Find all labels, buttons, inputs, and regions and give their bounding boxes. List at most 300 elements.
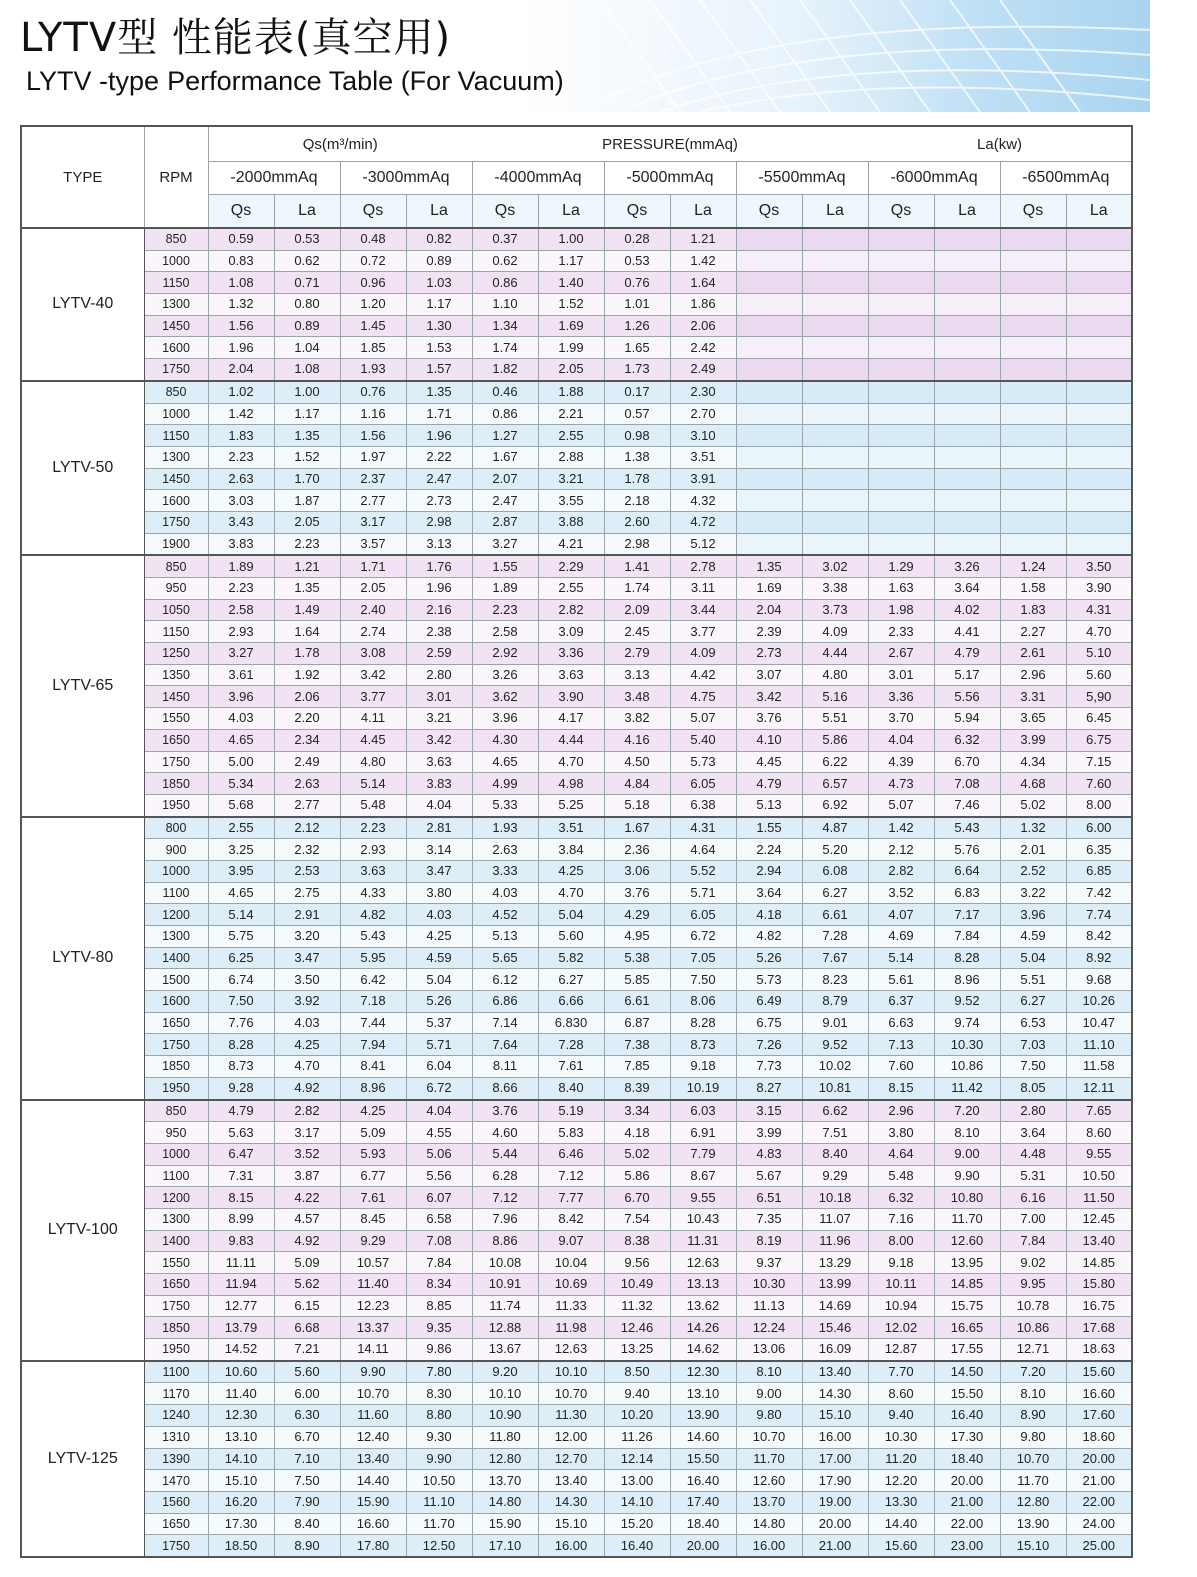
empty-cell [1000, 228, 1066, 250]
qs-cell: 4.45 [340, 729, 406, 751]
qs-cell: 4.69 [868, 926, 934, 948]
la-cell: 7.28 [538, 1034, 604, 1056]
qs-cell: 0.53 [604, 250, 670, 272]
header-pressure-1: -3000mmAq [340, 162, 472, 195]
qs-cell: 3.96 [208, 686, 274, 708]
performance-table-container [20, 125, 1131, 1558]
model-type-label: LYTV-40 [21, 228, 144, 381]
la-cell: 7.50 [670, 969, 736, 991]
qs-cell: 12.14 [604, 1448, 670, 1470]
qs-cell: 4.48 [1000, 1143, 1066, 1165]
la-cell: 4.31 [670, 817, 736, 839]
qs-cell: 14.52 [208, 1339, 274, 1361]
la-cell: 6.38 [670, 794, 736, 816]
la-cell: 5.83 [538, 1122, 604, 1144]
la-cell: 8.42 [538, 1208, 604, 1230]
empty-cell [736, 490, 802, 512]
la-cell: 5.56 [934, 686, 1000, 708]
qs-cell: 5.18 [604, 794, 670, 816]
qs-cell: 10.08 [472, 1252, 538, 1274]
qs-cell: 5.13 [736, 794, 802, 816]
la-cell: 11.42 [934, 1077, 1000, 1099]
la-cell: 4.64 [670, 839, 736, 861]
rpm-cell: 1300 [144, 1208, 208, 1230]
la-cell: 14.85 [1066, 1252, 1132, 1274]
qs-cell: 13.40 [340, 1448, 406, 1470]
la-cell: 1.88 [538, 381, 604, 403]
rpm-cell: 950 [144, 578, 208, 600]
la-cell: 9.30 [406, 1426, 472, 1448]
la-cell: 4.21 [538, 533, 604, 555]
model-group-lytv-125 [21, 1361, 1132, 1557]
qs-cell: 0.98 [604, 425, 670, 447]
la-cell: 12.50 [406, 1535, 472, 1557]
qs-cell: 1.83 [208, 425, 274, 447]
qs-cell: 10.11 [868, 1274, 934, 1296]
qs-cell: 0.46 [472, 381, 538, 403]
la-cell: 3.63 [538, 664, 604, 686]
table-row [21, 555, 1132, 577]
qs-cell: 3.77 [340, 686, 406, 708]
la-cell: 1.69 [538, 315, 604, 337]
table-row [21, 315, 1132, 337]
la-cell: 15.46 [802, 1317, 868, 1339]
table-row [21, 1295, 1132, 1317]
la-cell: 7.08 [406, 1230, 472, 1252]
qs-cell: 1.42 [208, 403, 274, 425]
qs-cell: 4.03 [208, 708, 274, 730]
qs-cell: 0.17 [604, 381, 670, 403]
table-row [21, 250, 1132, 272]
rpm-cell: 1600 [144, 991, 208, 1013]
qs-cell: 6.86 [472, 991, 538, 1013]
la-cell: 4.57 [274, 1208, 340, 1230]
la-cell: 14.85 [934, 1274, 1000, 1296]
empty-cell [1000, 272, 1066, 294]
empty-cell [802, 337, 868, 359]
la-cell: 13.99 [802, 1274, 868, 1296]
qs-cell: 4.79 [208, 1100, 274, 1122]
la-cell: 3.90 [1066, 578, 1132, 600]
la-cell: 4.04 [406, 794, 472, 816]
la-cell: 5.06 [406, 1143, 472, 1165]
qs-cell: 5.33 [472, 794, 538, 816]
la-cell: 8.92 [1066, 947, 1132, 969]
header-qs-2: Qs [472, 195, 538, 229]
rpm-cell: 1750 [144, 1295, 208, 1317]
table-row [21, 337, 1132, 359]
empty-cell [736, 250, 802, 272]
la-cell: 5.82 [538, 947, 604, 969]
qs-cell: 3.42 [736, 686, 802, 708]
la-cell: 5.26 [406, 991, 472, 1013]
la-cell: 6.27 [538, 969, 604, 991]
header-rpm: RPM [144, 126, 208, 228]
la-cell: 13.62 [670, 1295, 736, 1317]
rpm-cell: 1900 [144, 533, 208, 555]
rpm-cell: 1750 [144, 1535, 208, 1557]
la-cell: 3.13 [406, 533, 472, 555]
qs-cell: 1.83 [1000, 599, 1066, 621]
empty-cell [802, 359, 868, 381]
la-cell: 9.74 [934, 1012, 1000, 1034]
qs-cell: 0.96 [340, 272, 406, 294]
qs-cell: 2.52 [1000, 860, 1066, 882]
rpm-cell: 1450 [144, 468, 208, 490]
rpm-cell: 1150 [144, 621, 208, 643]
la-cell: 7.05 [670, 947, 736, 969]
la-cell: 6.30 [274, 1405, 340, 1427]
qs-cell: 4.34 [1000, 751, 1066, 773]
qs-cell: 5.63 [208, 1122, 274, 1144]
la-cell: 5.51 [802, 708, 868, 730]
empty-cell [802, 533, 868, 555]
la-cell: 10.50 [1066, 1165, 1132, 1187]
qs-cell: 7.61 [340, 1187, 406, 1209]
rpm-cell: 1250 [144, 643, 208, 665]
qs-cell: 2.37 [340, 468, 406, 490]
table-row [21, 490, 1132, 512]
la-cell: 5.16 [802, 686, 868, 708]
table-row [21, 686, 1132, 708]
la-cell: 5.71 [670, 882, 736, 904]
qs-cell: 7.26 [736, 1034, 802, 1056]
qs-cell: 16.60 [340, 1513, 406, 1535]
la-cell: 7.84 [406, 1252, 472, 1274]
qs-cell: 4.65 [208, 729, 274, 751]
qs-cell: 7.94 [340, 1034, 406, 1056]
empty-cell [736, 381, 802, 403]
la-cell: 17.30 [934, 1426, 1000, 1448]
qs-cell: 11.70 [736, 1448, 802, 1470]
table-row [21, 1165, 1132, 1187]
qs-cell: 7.54 [604, 1208, 670, 1230]
la-cell: 9.90 [406, 1448, 472, 1470]
la-cell: 17.55 [934, 1339, 1000, 1361]
la-cell: 1.52 [274, 446, 340, 468]
qs-cell: 7.12 [472, 1187, 538, 1209]
la-cell: 9.86 [406, 1339, 472, 1361]
qs-cell: 0.72 [340, 250, 406, 272]
qs-cell: 15.60 [868, 1535, 934, 1557]
la-cell: 3.36 [538, 643, 604, 665]
qs-cell: 1.97 [340, 446, 406, 468]
table-row [21, 1361, 1132, 1383]
table-row [21, 228, 1132, 250]
qs-cell: 0.83 [208, 250, 274, 272]
la-cell: 13.29 [802, 1252, 868, 1274]
qs-cell: 5.34 [208, 773, 274, 795]
la-cell: 2.47 [406, 468, 472, 490]
la-cell: 3.20 [274, 926, 340, 948]
rpm-cell: 1600 [144, 337, 208, 359]
qs-cell: 3.76 [736, 708, 802, 730]
la-cell: 7.15 [1066, 751, 1132, 773]
la-cell: 11.70 [934, 1208, 1000, 1230]
qs-cell: 4.03 [472, 882, 538, 904]
empty-cell [934, 446, 1000, 468]
qs-cell: 1.56 [340, 425, 406, 447]
model-group-lytv-50 [21, 381, 1132, 556]
qs-cell: 1.32 [208, 294, 274, 316]
la-cell: 6.07 [406, 1187, 472, 1209]
model-group-lytv-65 [21, 555, 1132, 816]
la-cell: 4.25 [274, 1034, 340, 1056]
table-row [21, 511, 1132, 533]
empty-cell [736, 294, 802, 316]
qs-cell: 5.00 [208, 751, 274, 773]
qs-cell: 5.48 [340, 794, 406, 816]
la-cell: 12.70 [538, 1448, 604, 1470]
qs-cell: 3.62 [472, 686, 538, 708]
la-cell: 3.09 [538, 621, 604, 643]
la-cell: 4.92 [274, 1077, 340, 1099]
qs-cell: 3.26 [472, 664, 538, 686]
la-cell: 2.16 [406, 599, 472, 621]
la-cell: 0.80 [274, 294, 340, 316]
la-cell: 1.17 [406, 294, 472, 316]
la-cell: 13.40 [802, 1361, 868, 1383]
qs-cell: 3.82 [604, 708, 670, 730]
qs-cell: 3.96 [472, 708, 538, 730]
qs-cell: 10.86 [1000, 1317, 1066, 1339]
header-pressure-unit: PRESSURE(mmAq) [472, 126, 868, 162]
la-cell: 2.30 [670, 381, 736, 403]
empty-cell [1000, 403, 1066, 425]
qs-cell: 4.68 [1000, 773, 1066, 795]
la-cell: 11.10 [406, 1491, 472, 1513]
la-cell: 3.26 [934, 555, 1000, 577]
empty-cell [868, 294, 934, 316]
la-cell: 9.90 [934, 1165, 1000, 1187]
model-type-label: LYTV-80 [21, 817, 144, 1100]
la-cell: 4.70 [538, 882, 604, 904]
qs-cell: 12.71 [1000, 1339, 1066, 1361]
la-cell: 1.57 [406, 359, 472, 381]
la-cell: 11.07 [802, 1208, 868, 1230]
qs-cell: 2.79 [604, 643, 670, 665]
la-cell: 5.52 [670, 860, 736, 882]
qs-cell: 14.80 [472, 1491, 538, 1513]
header-la-4: La [802, 195, 868, 229]
la-cell: 3.47 [406, 860, 472, 882]
qs-cell: 12.87 [868, 1339, 934, 1361]
qs-cell: 3.65 [1000, 708, 1066, 730]
la-cell: 3.42 [406, 729, 472, 751]
la-cell: 2.05 [274, 511, 340, 533]
qs-cell: 6.16 [1000, 1187, 1066, 1209]
rpm-cell: 1200 [144, 1187, 208, 1209]
qs-cell: 13.79 [208, 1317, 274, 1339]
la-cell: 15.80 [1066, 1274, 1132, 1296]
table-row [21, 708, 1132, 730]
la-cell: 1.87 [274, 490, 340, 512]
empty-cell [1000, 468, 1066, 490]
qs-cell: 2.58 [208, 599, 274, 621]
la-cell: 3.90 [538, 686, 604, 708]
header-la-6: La [1066, 195, 1132, 229]
la-cell: 3.47 [274, 947, 340, 969]
qs-cell: 3.36 [868, 686, 934, 708]
rpm-cell: 850 [144, 1100, 208, 1122]
qs-cell: 3.57 [340, 533, 406, 555]
la-cell: 5.60 [1066, 664, 1132, 686]
qs-cell: 6.87 [604, 1012, 670, 1034]
qs-cell: 7.73 [736, 1056, 802, 1078]
la-cell: 4.02 [934, 599, 1000, 621]
qs-cell: 0.86 [472, 403, 538, 425]
la-cell: 5.10 [1066, 643, 1132, 665]
la-cell: 16.09 [802, 1339, 868, 1361]
la-cell: 4.41 [934, 621, 1000, 643]
table-row [21, 947, 1132, 969]
qs-cell: 1.78 [604, 468, 670, 490]
qs-cell: 8.73 [208, 1056, 274, 1078]
la-cell: 16.00 [802, 1426, 868, 1448]
model-type-label: LYTV-50 [21, 381, 144, 556]
qs-cell: 4.10 [736, 729, 802, 751]
la-cell: 14.62 [670, 1339, 736, 1361]
qs-cell: 3.25 [208, 839, 274, 861]
qs-cell: 1.55 [472, 555, 538, 577]
la-cell: 2.53 [274, 860, 340, 882]
la-cell: 4.44 [538, 729, 604, 751]
la-cell: 6.62 [802, 1100, 868, 1122]
la-cell: 1.00 [274, 381, 340, 403]
la-cell: 11.70 [406, 1513, 472, 1535]
qs-cell: 0.76 [340, 381, 406, 403]
qs-cell: 2.94 [736, 860, 802, 882]
qs-cell: 6.61 [604, 991, 670, 1013]
la-cell: 20.00 [670, 1535, 736, 1557]
qs-cell: 4.29 [604, 904, 670, 926]
qs-cell: 10.70 [736, 1426, 802, 1448]
la-cell: 7.20 [934, 1100, 1000, 1122]
qs-cell: 6.42 [340, 969, 406, 991]
la-cell: 4.09 [670, 643, 736, 665]
empty-cell [1066, 446, 1132, 468]
qs-cell: 12.88 [472, 1317, 538, 1339]
qs-cell: 4.64 [868, 1143, 934, 1165]
la-cell: 5.56 [406, 1165, 472, 1187]
table-row [21, 621, 1132, 643]
la-cell: 11.96 [802, 1230, 868, 1252]
empty-cell [868, 250, 934, 272]
la-cell: 11.58 [1066, 1056, 1132, 1078]
empty-cell [934, 533, 1000, 555]
la-cell: 5.12 [670, 533, 736, 555]
qs-cell: 5.65 [472, 947, 538, 969]
la-cell: 8.42 [1066, 926, 1132, 948]
la-cell: 1.64 [670, 272, 736, 294]
qs-cell: 11.40 [340, 1274, 406, 1296]
qs-cell: 14.11 [340, 1339, 406, 1361]
qs-cell: 5.04 [1000, 947, 1066, 969]
qs-cell: 2.07 [472, 468, 538, 490]
table-row [21, 664, 1132, 686]
qs-cell: 14.10 [604, 1491, 670, 1513]
la-cell: 8.28 [670, 1012, 736, 1034]
qs-cell: 9.56 [604, 1252, 670, 1274]
qs-cell: 5.86 [604, 1165, 670, 1187]
qs-cell: 2.67 [868, 643, 934, 665]
qs-cell: 9.95 [1000, 1274, 1066, 1296]
rpm-cell: 1750 [144, 359, 208, 381]
la-cell: 18.40 [670, 1513, 736, 1535]
la-cell: 1.00 [538, 228, 604, 250]
la-cell: 10.18 [802, 1187, 868, 1209]
empty-cell [934, 511, 1000, 533]
qs-cell: 9.29 [340, 1230, 406, 1252]
qs-cell: 14.40 [340, 1470, 406, 1492]
la-cell: 1.40 [538, 272, 604, 294]
la-cell: 1.78 [274, 643, 340, 665]
qs-cell: 4.73 [868, 773, 934, 795]
la-cell: 2.20 [274, 708, 340, 730]
qs-cell: 14.80 [736, 1513, 802, 1535]
la-cell: 8.40 [802, 1143, 868, 1165]
qs-cell: 15.20 [604, 1513, 670, 1535]
empty-cell [1000, 337, 1066, 359]
la-cell: 4.44 [802, 643, 868, 665]
qs-cell: 2.23 [472, 599, 538, 621]
header-banner [0, 0, 1150, 112]
la-cell: 1.35 [274, 578, 340, 600]
table-row [21, 1187, 1132, 1209]
qs-cell: 1.56 [208, 315, 274, 337]
la-cell: 4.98 [538, 773, 604, 795]
qs-cell: 3.27 [472, 533, 538, 555]
rpm-cell: 1850 [144, 1056, 208, 1078]
la-cell: 3.55 [538, 490, 604, 512]
header-la-1: La [406, 195, 472, 229]
qs-cell: 9.02 [1000, 1252, 1066, 1274]
empty-cell [802, 468, 868, 490]
empty-cell [1000, 425, 1066, 447]
la-cell: 6.57 [802, 773, 868, 795]
qs-cell: 3.99 [736, 1122, 802, 1144]
table-row [21, 817, 1132, 839]
qs-cell: 5.43 [340, 926, 406, 948]
la-cell: 13.10 [670, 1383, 736, 1405]
la-cell: 2.82 [274, 1100, 340, 1122]
la-cell: 2.06 [670, 315, 736, 337]
qs-cell: 7.13 [868, 1034, 934, 1056]
qs-cell: 2.96 [1000, 664, 1066, 686]
table-row [21, 1405, 1132, 1427]
la-cell: 13.40 [1066, 1230, 1132, 1252]
la-cell: 8.85 [406, 1295, 472, 1317]
rpm-cell: 1000 [144, 250, 208, 272]
header-qs-1: Qs [340, 195, 406, 229]
empty-cell [934, 403, 1000, 425]
la-cell: 10.04 [538, 1252, 604, 1274]
empty-cell [868, 446, 934, 468]
rpm-cell: 1450 [144, 686, 208, 708]
la-cell: 12.60 [934, 1230, 1000, 1252]
qs-cell: 2.33 [868, 621, 934, 643]
la-cell: 0.89 [406, 250, 472, 272]
qs-cell: 17.10 [472, 1535, 538, 1557]
la-cell: 1.04 [274, 337, 340, 359]
la-cell: 0.71 [274, 272, 340, 294]
qs-cell: 5.95 [340, 947, 406, 969]
la-cell: 11.30 [538, 1405, 604, 1427]
table-row [21, 729, 1132, 751]
qs-cell: 2.27 [1000, 621, 1066, 643]
la-cell: 17.40 [670, 1491, 736, 1513]
qs-cell: 4.25 [340, 1100, 406, 1122]
